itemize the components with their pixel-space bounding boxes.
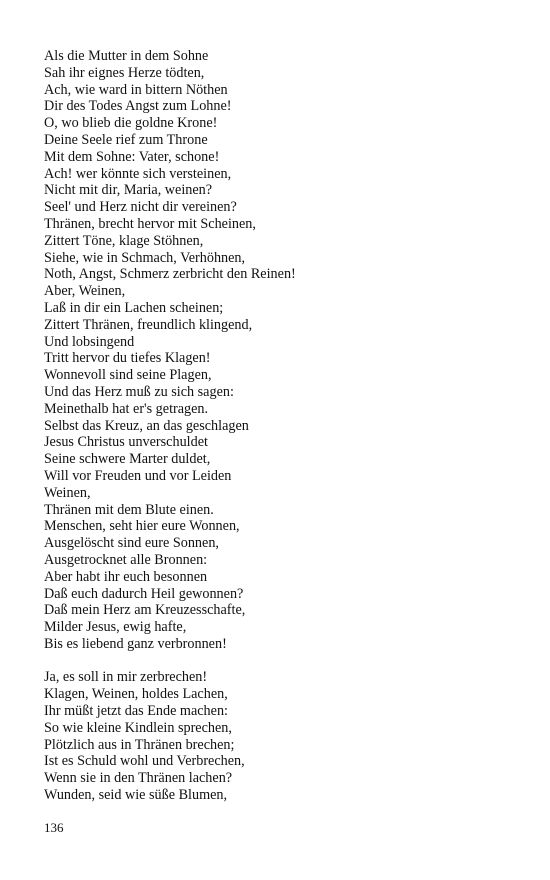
verse-line: Daß mein Herz am Kreuzesschafte,: [44, 602, 246, 619]
verse-line: Menschen, seht hier eure Wonnen,: [44, 518, 240, 535]
verse-line: Ach, wie ward in bittern Nöthen: [44, 81, 228, 98]
verse-line: Wonnevoll sind seine Plagen,: [44, 367, 212, 384]
verse-line: Ausgetrocknet alle Bronnen:: [44, 551, 208, 568]
verse-line: Selbst das Kreuz, an das geschlagen: [44, 417, 249, 434]
verse-line: Daß euch dadurch Heil gewonnen?: [44, 585, 244, 602]
verse-line: Dir des Todes Angst zum Lohne!: [44, 98, 232, 115]
poem-text: [44, 48, 514, 804]
verse-line: O, wo blieb die goldne Krone!: [44, 115, 218, 132]
verse-line: Siehe, wie in Schmach, Verhöhnen,: [44, 249, 246, 266]
verse-line: Aber, Weinen,: [44, 283, 126, 300]
verse-line: Thränen, brecht hervor mit Scheinen,: [44, 215, 256, 232]
verse-line: Nicht mit dir, Maria, weinen?: [44, 182, 213, 199]
verse-line: Aber habt ihr euch besonnen: [44, 568, 208, 585]
verse-line: Milder Jesus, ewig hafte,: [44, 619, 187, 636]
verse-line: Ja, es soll in mir zerbrechen!: [44, 669, 208, 686]
verse-line: Laß in dir ein Lachen scheinen;: [44, 299, 224, 316]
verse-line: Will vor Freuden und vor Leiden: [44, 467, 232, 484]
verse-line: Noth, Angst, Schmerz zerbricht den Reinen!: [44, 266, 296, 283]
verse-line: Bis es liebend ganz verbronnen!: [44, 635, 227, 652]
verse-line: Seine schwere Marter duldet,: [44, 451, 211, 468]
verse-line: Und lobsingend: [44, 333, 135, 350]
stanza: [44, 48, 514, 653]
verse-line: Sah ihr eignes Herze tödten,: [44, 64, 205, 81]
verse-line: Mit dem Sohne: Vater, schone!: [44, 148, 220, 165]
verse-line: Ausgelöscht sind eure Sonnen,: [44, 535, 219, 552]
verse-line: Seel' und Herz nicht dir vereinen?: [44, 199, 237, 216]
verse-line: Ihr müßt jetzt das Ende machen:: [44, 703, 228, 720]
verse-line: Zittert Töne, klage Stöhnen,: [44, 232, 204, 249]
verse-line: Thränen mit dem Blute einen.: [44, 501, 214, 518]
page-number: 136: [44, 820, 64, 835]
stanza: [44, 669, 514, 803]
verse-line: Weinen,: [44, 484, 91, 501]
verse-line: Wunden, seid wie süße Blumen,: [44, 787, 228, 804]
verse-line: Tritt hervor du tiefes Klagen!: [44, 350, 211, 367]
verse-line: Deine Seele rief zum Throne: [44, 131, 208, 148]
verse-line: Jesus Christus unverschuldet: [44, 434, 208, 451]
verse-line: So wie kleine Kindlein sprechen,: [44, 719, 232, 736]
verse-line: Zittert Thränen, freundlich klingend,: [44, 316, 253, 333]
verse-line: Plötzlich aus in Thränen brechen;: [44, 736, 235, 753]
verse-line: Und das Herz muß zu sich sagen:: [44, 383, 234, 400]
verse-line: Wenn sie in den Thränen lachen?: [44, 770, 233, 787]
verse-line: Ach! wer könnte sich versteinen,: [44, 165, 232, 182]
verse-line: Als die Mutter in dem Sohne: [44, 48, 209, 64]
verse-line: Meinethalb hat er's getragen.: [44, 400, 209, 417]
verse-line: Ist es Schuld wohl und Verbrechen,: [44, 753, 245, 770]
verse-line: Klagen, Weinen, holdes Lachen,: [44, 686, 228, 703]
